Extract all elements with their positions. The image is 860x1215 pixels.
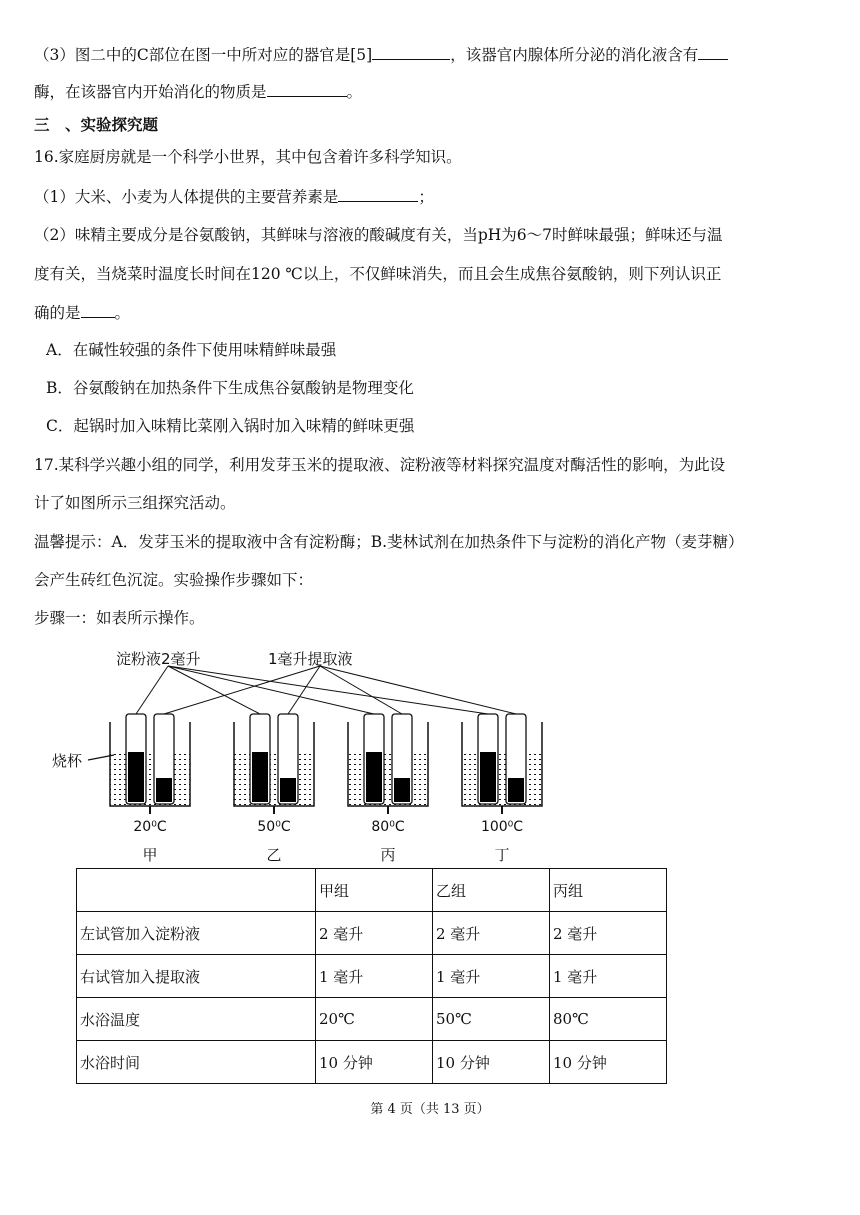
table-cell: 10 分钟 (550, 1041, 667, 1084)
beaker-water (110, 750, 190, 806)
table-cell: 2 毫升 (316, 912, 433, 955)
answer-blank-enzyme[interactable] (698, 43, 728, 60)
table-cell: 水浴温度 (77, 998, 316, 1041)
experiment-diagram (48, 642, 548, 864)
answer-blank-organ[interactable] (372, 43, 450, 60)
table-cell: 1 毫升 (316, 955, 433, 998)
temp-label-1: 20⁰C (133, 819, 167, 835)
table-cell: 2 毫升 (433, 912, 550, 955)
beaker-group (110, 714, 542, 814)
extract-line (288, 666, 320, 714)
table-row (77, 955, 667, 998)
answer-blank-substance[interactable] (267, 80, 347, 97)
beaker-water (348, 750, 428, 806)
table-cell: 左试管加入淀粉液 (77, 912, 316, 955)
answer-blank-nutrient[interactable] (338, 185, 418, 202)
beaker-water (234, 750, 314, 806)
q17-tip-line1: 温馨提示：A．发芽玉米的提取液中含有淀粉酶；B.斐林试剂在加热条件下与淀粉的消化产物（麦芽糖） (34, 533, 744, 551)
starch-line (168, 666, 488, 714)
q15-3-text-a: （3）图二中的C部位在图一中所对应的器官是[5] (34, 46, 373, 64)
starch-liquid (366, 752, 382, 802)
group-label-3: 丙 (380, 846, 396, 864)
q17-tip-line2: 会产生砖红色沉淀。实验操作步骤如下： (34, 571, 314, 589)
starch-line (136, 666, 168, 714)
table-cell: 右试管加入提取液 (77, 955, 316, 998)
q15-3-text-d: 。 (346, 83, 363, 101)
q16-stem: 16.家庭厨房就是一个科学小世界，其中包含着许多科学知识。 (34, 148, 462, 166)
extract-line (164, 666, 320, 714)
table-cell: 2 毫升 (550, 912, 667, 955)
group-label-2: 乙 (266, 846, 282, 864)
table-header-cell: 乙组 (433, 869, 550, 912)
q15-3-text-c: 酶，在该器官内开始消化的物质是 (34, 83, 267, 101)
q16-sub1-text: （1）大米、小麦为人体提供的主要营养素是 (34, 188, 339, 206)
answer-blank-choice[interactable] (81, 301, 115, 318)
section-title: 三 、实验探究题 (34, 116, 159, 134)
q17-line1: 17.某科学兴趣小组的同学，利用发芽玉米的提取液、淀粉液等材料探究温度对酶活性的影响，为此设 (34, 456, 726, 474)
temp-label-3: 80⁰C (371, 819, 405, 835)
q17-step1: 步骤一：如表所示操作。 (34, 609, 205, 627)
extract-liquid (280, 778, 296, 802)
label-extract-solution: 1毫升提取液 (268, 650, 353, 668)
table-header-cell (77, 869, 316, 912)
table-header-cell: 丙组 (550, 869, 667, 912)
q15-3-line1 (34, 43, 728, 66)
extract-liquid (394, 778, 410, 802)
starch-liquid (252, 752, 268, 802)
starch-line (168, 666, 374, 714)
extract-liquid (156, 778, 172, 802)
q15-3-line2 (34, 80, 362, 103)
extract-line (320, 666, 516, 714)
label-starch-solution: 淀粉液2毫升 (116, 650, 201, 668)
table-cell: 50℃ (433, 998, 550, 1041)
table-cell: 1 毫升 (550, 955, 667, 998)
option-b[interactable]: B．谷氨酸钠在加热条件下生成焦谷氨酸钠是物理变化 (46, 379, 414, 397)
table-row (77, 998, 667, 1041)
table-cell: 10 分钟 (433, 1041, 550, 1084)
table-cell: 水浴时间 (77, 1041, 316, 1084)
option-a[interactable]: A．在碱性较强的条件下使用味精鲜味最强 (46, 341, 337, 359)
option-c[interactable]: C．起锅时加入味精比菜刚入锅时加入味精的鲜味更强 (46, 417, 415, 435)
q16-sub2-line3 (34, 301, 130, 324)
starch-liquid (128, 752, 144, 802)
extract-line (320, 666, 402, 714)
starch-liquid (480, 752, 496, 802)
q16-sub1-end: ； (418, 188, 434, 206)
extract-liquid (508, 778, 524, 802)
q16-sub2-text: 确的是 (34, 304, 81, 322)
table-row (77, 1041, 667, 1084)
page-footer: 第 4 页（共 13 页） (370, 1102, 490, 1117)
experiment-table (76, 868, 667, 1084)
label-beaker: 烧杯 (52, 752, 83, 770)
temp-label-4: 100⁰C (480, 819, 524, 835)
table-row (77, 912, 667, 955)
group-label-4: 丁 (494, 846, 510, 864)
table-cell: 80℃ (550, 998, 667, 1041)
beaker-water (462, 750, 542, 806)
temp-label-2: 50⁰C (257, 819, 291, 835)
q16-sub2-line1: （2）味精主要成分是谷氨酸钠，其鲜味与溶液的酸碱度有关，当pH为6～7时鲜味最强；鲜味还与温 (34, 226, 723, 244)
group-label-1: 甲 (142, 846, 158, 864)
q15-3-text-b: ，该器官内腺体所分泌的消化液含有 (450, 46, 699, 64)
connection-lines (136, 666, 516, 714)
table-cell: 10 分钟 (316, 1041, 433, 1084)
table-cell: 20℃ (316, 998, 433, 1041)
table-cell: 1 毫升 (433, 955, 550, 998)
q17-line2: 计了如图所示三组探究活动。 (34, 494, 236, 512)
q16-sub2-line2: 度有关，当烧菜时温度长时间在120 ℃以上，不仅鲜味消失，而且会生成焦谷氨酸钠，则下列认识正 (34, 265, 722, 283)
q16-sub2-end: 。 (114, 304, 131, 322)
table-header-cell: 甲组 (316, 869, 433, 912)
q16-sub1 (34, 185, 434, 208)
table-header-row (77, 869, 667, 912)
